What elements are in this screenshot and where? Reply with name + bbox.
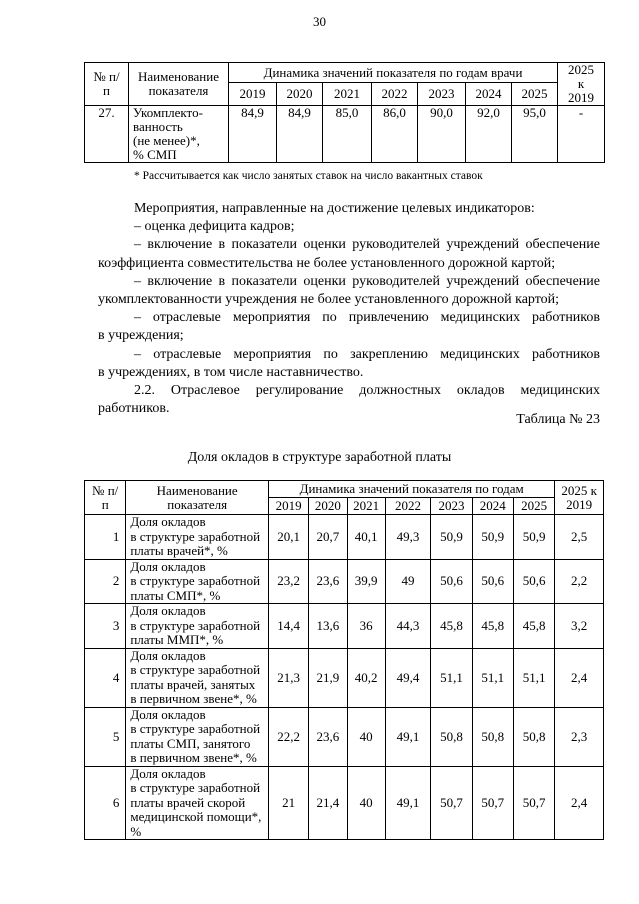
row-value: 51,1 <box>431 648 472 707</box>
list-item: – включение в показатели оценки руководителей учреждений обеспечение <box>134 237 600 253</box>
row-value: 49,1 <box>385 766 430 840</box>
row-value: 23,2 <box>269 559 309 604</box>
row-2025-vs-2019: 2,4 <box>555 648 604 707</box>
row-name-line: ванность <box>133 119 183 134</box>
row-value: 40 <box>347 707 385 766</box>
row-name-line: в структуре заработной <box>130 617 261 633</box>
row-value: 21,4 <box>309 766 347 840</box>
row-num: 6 <box>85 766 126 840</box>
section-heading: 2.2. Отраслевое регулирование должностных окладов медицинских <box>134 383 600 399</box>
row-value: 21,3 <box>269 648 309 707</box>
row-value: 50,6 <box>513 559 554 604</box>
row-value: 92,0 <box>466 106 512 163</box>
header-name: Наименование показателя <box>126 481 269 515</box>
header-year: 2024 <box>472 498 513 515</box>
row-name-line: % <box>130 823 142 839</box>
table-row <box>85 515 604 560</box>
row-value: 50,9 <box>472 515 513 560</box>
row-value: 40 <box>347 766 385 840</box>
row-value: 23,6 <box>309 559 347 604</box>
row-value: 84,9 <box>277 106 323 163</box>
row-value: 84,9 <box>229 106 277 163</box>
table-body <box>85 515 604 840</box>
row-name-line: в структуре заработной <box>130 528 261 544</box>
table-caption: Таблица № 23 <box>516 412 600 427</box>
table-footnote: * Рассчитывается как число занятых ставок на число вакантных ставок <box>134 170 483 182</box>
indicator-table-staffing <box>84 62 605 163</box>
row-name-line: платы врачей, занятых <box>130 676 256 692</box>
row-name-line: в структуре заработной <box>130 573 261 588</box>
row-num: 1 <box>85 515 126 560</box>
row-value: 86,0 <box>372 106 418 163</box>
list-item: – оценка дефицита кадров; <box>134 219 295 235</box>
row-name-line: платы СМП*, % <box>130 587 221 603</box>
row-num: 5 <box>85 707 126 766</box>
row-name-line: в первичном звене*, % <box>130 750 257 765</box>
row-name-line: платы ММП*, % <box>130 632 224 647</box>
row-value: 85,0 <box>323 106 372 163</box>
row-value: 36 <box>347 604 385 649</box>
header-year: 2021 <box>347 498 385 515</box>
header-dynamics: Динамика значений показателя по годам врачи <box>229 63 558 83</box>
row-value: 20,7 <box>309 515 347 560</box>
header-year: 2019 <box>269 498 309 515</box>
row-value: 49 <box>385 559 430 604</box>
row-2025-vs-2019: 3,2 <box>555 604 604 649</box>
row-value: 50,7 <box>431 766 472 840</box>
row-2025-vs-2019: 2,2 <box>555 559 604 604</box>
row-value: 50,6 <box>472 559 513 604</box>
section-heading-continuation: работников. <box>98 401 170 417</box>
row-value: 49,4 <box>385 648 430 707</box>
header-year: 2025 <box>512 83 558 106</box>
header-year: 2025 <box>513 498 554 515</box>
row-name-line: Доля окладов <box>130 514 206 529</box>
row-value: 45,8 <box>472 604 513 649</box>
table-title: Доля окладов в структуре заработной платы <box>187 450 452 465</box>
row-2025-vs-2019: - <box>558 106 605 163</box>
body-text <box>98 200 600 418</box>
list-item: – включение в показатели оценки руководителей учреждений обеспечение <box>134 273 600 289</box>
header-2025-vs-2019: 2025 к 2019 <box>558 63 605 106</box>
header-year: 2020 <box>309 498 347 515</box>
row-num: 3 <box>85 604 126 649</box>
table-row <box>85 604 604 649</box>
row-value: 22,2 <box>269 707 309 766</box>
row-name-line: в структуре заработной <box>130 662 261 677</box>
table-row <box>85 648 604 707</box>
row-name-line: Доля окладов <box>130 765 206 781</box>
row-name <box>126 648 269 707</box>
row-num: 4 <box>85 648 126 707</box>
row-num: 2 <box>85 559 126 604</box>
row-name-line: в структуре заработной <box>130 780 261 795</box>
header-year: 2023 <box>418 83 466 106</box>
row-name <box>126 559 269 604</box>
table-row <box>85 707 604 766</box>
row-value: 50,9 <box>513 515 554 560</box>
page-number: 30 <box>313 14 326 29</box>
row-name-line: медицинской помощи*, <box>130 809 262 824</box>
row-value: 50,6 <box>431 559 472 604</box>
row-name-line: % СМП <box>133 147 177 162</box>
row-value: 40,1 <box>347 515 385 560</box>
header-year: 2022 <box>385 498 430 515</box>
row-name-line: Доля окладов <box>130 647 206 663</box>
row-value: 50,9 <box>431 515 472 560</box>
row-value: 39,9 <box>347 559 385 604</box>
row-value: 50,8 <box>431 707 472 766</box>
table-row <box>85 559 604 604</box>
row-value: 45,8 <box>513 604 554 649</box>
row-name-line: Доля окладов <box>130 558 206 574</box>
row-value: 49,1 <box>385 707 430 766</box>
paragraph: Мероприятия, направленные на достижение целевых индикаторов: <box>134 201 535 216</box>
header-num: № п/п <box>85 481 126 515</box>
header-year: 2020 <box>277 83 323 106</box>
row-value: 90,0 <box>418 106 466 163</box>
list-item-continuation: коэффициента совместительства не более установленного дорожной картой; <box>98 255 556 271</box>
row-num: 27. <box>85 106 129 163</box>
row-value: 13,6 <box>309 604 347 649</box>
row-value: 50,7 <box>513 766 554 840</box>
row-name-line: Доля окладов <box>130 603 206 618</box>
header-year: 2021 <box>323 83 372 106</box>
header-year: 2019 <box>229 83 277 106</box>
row-value: 95,0 <box>512 106 558 163</box>
salary-share-table <box>84 480 604 840</box>
row-value: 51,1 <box>472 648 513 707</box>
header-dynamics: Динамика значений показателя по годам <box>269 481 555 498</box>
header-2025-vs-2019: 2025 к 2019 <box>555 481 604 515</box>
row-name-line: в структуре заработной <box>130 721 261 736</box>
row-name <box>126 707 269 766</box>
row-value: 40,2 <box>347 648 385 707</box>
table-row <box>85 766 604 840</box>
header-year: 2022 <box>372 83 418 106</box>
list-item-continuation: укомплектованности учреждения не более установленного дорожной картой; <box>98 292 560 308</box>
row-value: 21 <box>269 766 309 840</box>
list-item-continuation: в учреждениях, в том числе наставничество. <box>98 364 364 380</box>
row-name-line: в первичном звене*, % <box>130 691 257 706</box>
row-name-line: Укомплекто- <box>133 105 203 120</box>
row-name <box>126 604 269 649</box>
row-name-line: платы врачей*, % <box>130 543 228 558</box>
row-name <box>129 106 229 163</box>
list-item: – отраслевые мероприятия по привлечению медицинских работников <box>134 310 600 326</box>
row-value: 49,3 <box>385 515 430 560</box>
table-row <box>85 106 605 163</box>
row-name-line: платы врачей скорой <box>130 794 246 810</box>
row-value: 45,8 <box>431 604 472 649</box>
row-2025-vs-2019: 2,5 <box>555 515 604 560</box>
row-value: 51,1 <box>513 648 554 707</box>
row-name <box>126 515 269 560</box>
row-2025-vs-2019: 2,3 <box>555 707 604 766</box>
header-num: № п/п <box>85 63 129 106</box>
row-value: 44,3 <box>385 604 430 649</box>
row-value: 50,8 <box>472 707 513 766</box>
row-name-line: Доля окладов <box>130 706 206 722</box>
row-value: 14,4 <box>269 604 309 649</box>
row-value: 21,9 <box>309 648 347 707</box>
row-name-line: (не менее)*, <box>133 133 200 148</box>
row-value: 50,8 <box>513 707 554 766</box>
row-value: 23,6 <box>309 707 347 766</box>
list-item: – отраслевые мероприятия по закреплению медицинских работников <box>134 346 600 362</box>
header-year: 2023 <box>431 498 472 515</box>
row-value: 50,7 <box>472 766 513 840</box>
list-item-continuation: в учреждения; <box>98 328 184 344</box>
header-name: Наименование показателя <box>129 63 229 106</box>
row-name-line: платы СМП, занятого <box>130 735 251 751</box>
row-value: 20,1 <box>269 515 309 560</box>
header-year: 2024 <box>466 83 512 106</box>
row-name <box>126 766 269 840</box>
row-2025-vs-2019: 2,4 <box>555 766 604 840</box>
